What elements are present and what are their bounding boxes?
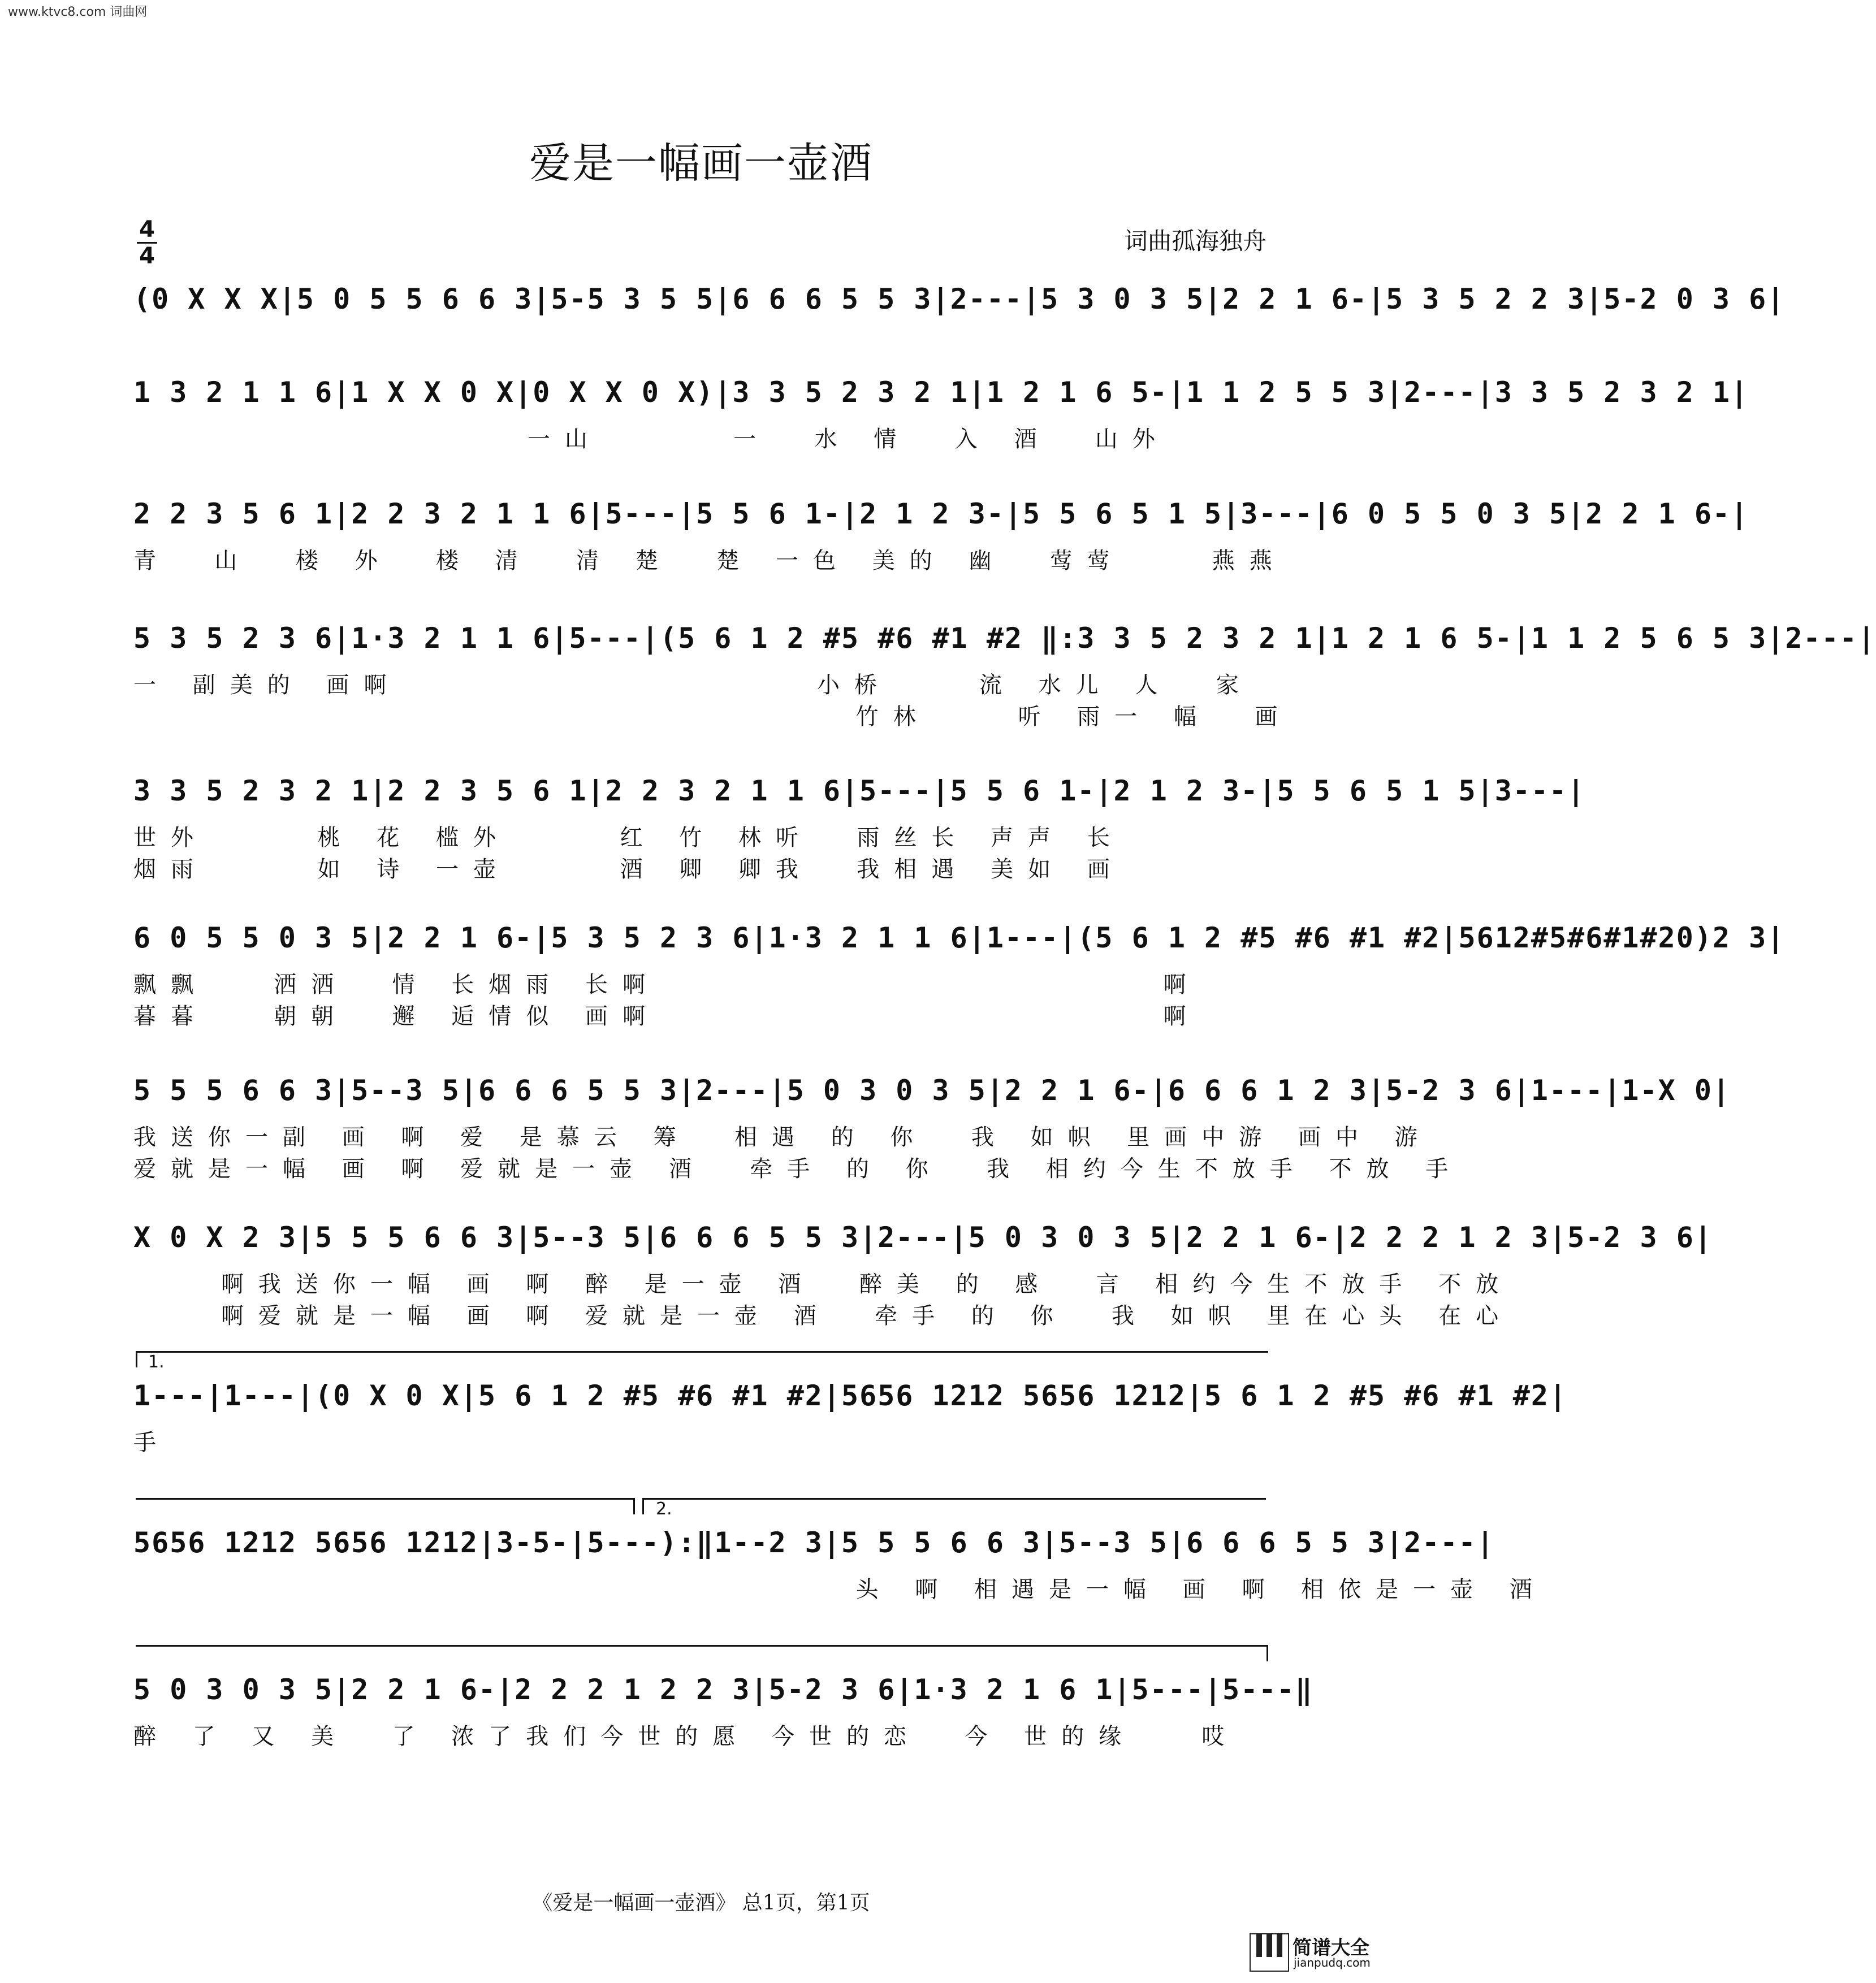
composer-credit: 词曲孤海独舟 <box>1123 227 1266 255</box>
notation-line: 5 0 3 0 3 5|2 2 1 6-|2 2 2 1 2 2 3|5-2 3 6|1·3 2 1 6 1|5---|5---‖ <box>133 1673 1313 1706</box>
notation-line: 5 5 5 6 6 3|5--3 5|6 6 6 5 5 3|2---|5 0 3 0 3 5|2 2 1 6-|6 6 6 1 2 3|5-2 3 6|1---|1-X 0| <box>133 1074 1731 1107</box>
lyric-line-2: 爱就是一幅 画 啊 爱就是一壶 酒 牵手 的 你 我 相约今生不放手 不放 手 <box>133 1156 1463 1182</box>
notation-line: 1 3 2 1 1 6|1 X X 0 X|0 X X 0 X)|3 3 5 2 3 2 1|1 2 1 6 5-|1 1 2 5 5 3|2---|3 3 5 2 3 2 1| <box>133 376 1749 409</box>
song-title: 爱是一幅画一壶酒 <box>529 139 873 188</box>
lyric-line-1: 我送你一副 画 啊 爱 是慕云 筹 相遇 的 你 我 如帜 里画中游 画中 游 <box>133 1124 1432 1150</box>
second-ending-label: 2. <box>656 1499 672 1519</box>
first-ending-label: 1. <box>148 1352 165 1372</box>
notation-line: 1---|1---|(0 X 0 X|5 6 1 2 #5 #6 #1 #2|5656 1212 5656 1212|5 6 1 2 #5 #6 #1 #2| <box>133 1379 1568 1412</box>
second-ending-bracket <box>642 1498 1266 1514</box>
notation-line: 3 3 5 2 3 2 1|2 2 3 5 6 1|2 2 3 2 1 1 6|5---|5 5 6 1-|2 1 2 3-|5 5 6 5 1 5|3---| <box>133 774 1586 807</box>
notation-line: (0 X X X|5 0 5 5 6 6 3|5-5 3 5 5|6 6 6 5 5 3|2---|5 3 0 3 5|2 2 1 6-|5 3 5 2 2 3|5-2 0 3 6| <box>133 283 1786 315</box>
lyric-line-2: 暮暮 朝朝 邂 逅情似 画啊 啊 <box>133 1003 1201 1029</box>
first-ending-bracket-cont <box>136 1498 635 1514</box>
logo-brand-name: 简谱大全 <box>1293 1937 1369 1959</box>
lyric-line-1: 飘飘 洒洒 情 长烟雨 长啊 啊 <box>133 972 1201 998</box>
lyric-line-1: 一山 一 水 情 入 酒 山外 <box>133 426 1170 452</box>
page-footer: 《爱是一幅画一壶酒》 总1页，第1页 <box>532 1891 870 1915</box>
site-watermark: www.ktvc8.com 词曲网 <box>8 5 148 19</box>
time-signature-top: 4 <box>139 217 155 243</box>
lyric-line-1: 醉 了 又 美 了 浓了我们今世的愿 今世的恋 今 世的缘 哎 <box>133 1724 1239 1750</box>
lyric-line-1: 一 副美的 画啊 小桥 流 水儿 人 家 <box>133 672 1253 698</box>
lyric-line-1: 青 山 楼 外 楼 清 清 楚 楚 一色 美的 幽 莺莺 燕燕 <box>133 548 1287 574</box>
lyric-line-1: 头 啊 相遇是一幅 画 啊 相依是一壶 酒 <box>133 1577 1547 1603</box>
time-signature-bottom: 4 <box>139 243 155 269</box>
notation-line: 6 0 5 5 0 3 5|2 2 1 6-|5 3 5 2 3 6|1·3 2 1 1 6|1---|(5 6 1 2 #5 #6 #1 #2|5612#5#6#1#20)2 3| <box>133 921 1786 954</box>
logo-url: jianpudq.com <box>1294 1956 1371 1969</box>
piano-keys-icon <box>1250 1933 1289 1972</box>
lyric-line-2: 竹林 听 雨一 幅 画 <box>133 704 1293 730</box>
lyric-line-1: 世外 桃 花 槛外 红 竹 林听 雨丝长 声声 长 <box>133 825 1125 851</box>
second-ending-bracket-cont <box>136 1645 1268 1661</box>
notation-line: X 0 X 2 3|5 5 5 6 6 3|5--3 5|6 6 6 5 5 3|2---|5 0 3 0 3 5|2 2 1 6-|2 2 2 1 2 3|5-2 3 6| <box>133 1221 1713 1254</box>
lyric-line-2: 啊爱就是一幅 画 啊 爱就是一壶 酒 牵手 的 你 我 如帜 里在心头 在心 <box>133 1303 1514 1329</box>
time-signature <box>136 217 158 269</box>
lyric-line-2: 烟雨 如 诗 一壶 酒 卿 卿我 我相遇 美如 画 <box>133 856 1125 882</box>
site-logo <box>1250 1933 1385 1973</box>
notation-line: 5 3 5 2 3 6|1·3 2 1 1 6|5---|(5 6 1 2 #5 #6 #1 #2 ‖:3 3 5 2 3 2 1|1 2 1 6 5-|1 1 2 5 6 5 3|2---| <box>133 622 1876 655</box>
lyric-line-1: 啊我送你一幅 画 啊 醉 是一壶 酒 醉美 的 感 言 相约今生不放手 不放 <box>133 1271 1514 1297</box>
notation-line: 2 2 3 5 6 1|2 2 3 2 1 1 6|5---|5 5 6 1-|2 1 2 3-|5 5 6 5 1 5|3---|6 0 5 5 0 3 5|2 2 1 6-| <box>133 497 1749 530</box>
notation-line: 5656 1212 5656 1212|3-5-|5---):‖1--2 3|5 5 5 6 6 3|5--3 5|6 6 6 5 5 3|2---| <box>133 1526 1495 1559</box>
lyric-line-1: 手 <box>133 1430 171 1456</box>
first-ending-bracket <box>136 1351 1268 1367</box>
